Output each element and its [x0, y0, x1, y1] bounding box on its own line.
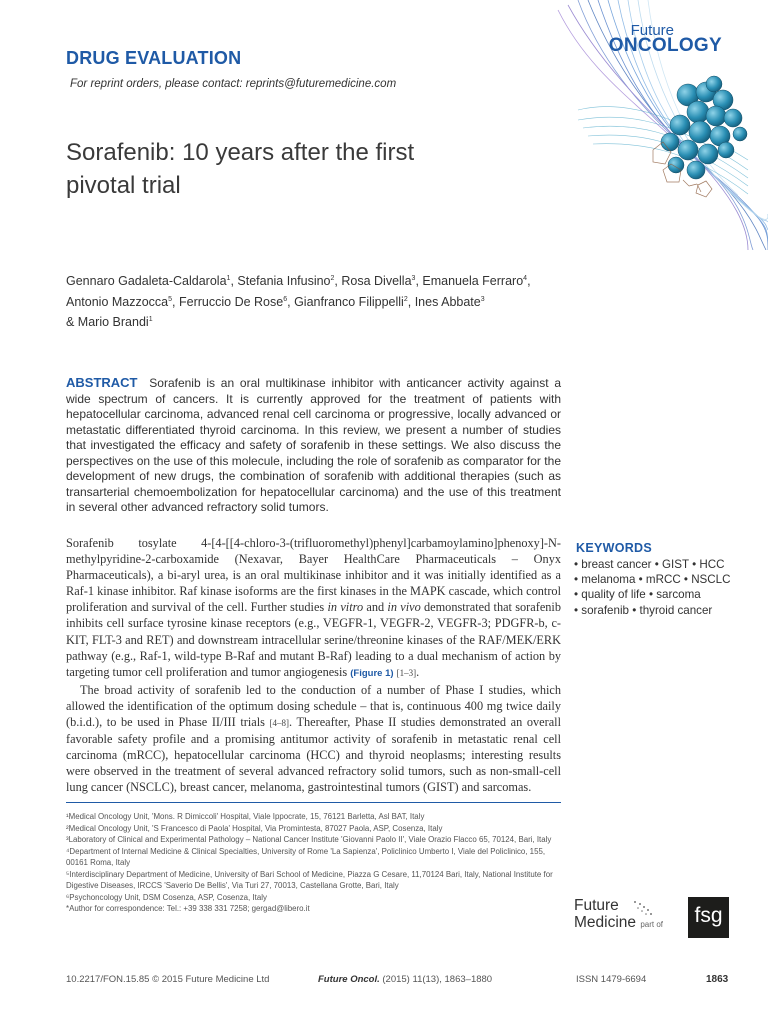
- affiliation-item: ³Laboratory of Clinical and Experimental Pathology – National Cancer Institute 'Giovanni Paolo II', Viale Orazio Flacco 65, 70124, Bari, Italy: [66, 835, 552, 844]
- keywords-heading: KEYWORDS: [576, 541, 653, 555]
- footer-doi: 10.2217/FON.15.85 © 2015 Future Medicine Ltd: [66, 974, 270, 985]
- keyword-line: • quality of life • sarcoma: [574, 588, 701, 602]
- author-affiliation-marker: 4: [523, 275, 528, 282]
- affiliation-item: ⁵Interdisciplinary Department of Medicine, University of Bari School of Medicine, Piazza G Cesare, 11,70124 Bari, Italy, National Institute for Digestive Diseases, IRCCS 'Saverio De Bellis', Via Turi 27, 70013, Castellana Grotte, Bari, Italy: [66, 869, 553, 890]
- figure-reference-link[interactable]: (Figure 1): [350, 667, 394, 679]
- body-text-run: demonstrated that sorafenib inhibits cell surface tyrosine kinase receptors (e.g., VEGFR-1, VEGFR-2, VEGFR-3; PDGFR-b, c-KIT, FLT-3 and RET) and downstream intracellular serine/threonine kinases of the RAF/MEK/ERK pathway (e.g., Raf-1, wild-type B-Raf and mutant B-Raf) leading to a dual mechanism of action by targeting tumor cell proliferation and tumor angiogenesis: [66, 600, 561, 679]
- affiliation-item: ⁶Psychoncology Unit, DSM Cosenza, ASP, Cosenza, Italy: [66, 892, 267, 902]
- page-number: 1863: [706, 974, 729, 985]
- reprint-notice: For reprint orders, please contact: reprints@futuremedicine.com: [70, 78, 397, 90]
- author-name: Emanuela Ferraro: [422, 274, 524, 289]
- abstract: [66, 375, 561, 516]
- article-title: Sorafenib: 10 years after the first pivotal trial: [66, 139, 415, 199]
- publisher-name-text: Medicine: [574, 914, 637, 931]
- body-italic-term: in vivo: [387, 600, 421, 615]
- author-affiliation-marker: 2: [330, 275, 335, 282]
- keyword-line: • melanoma • mRCC • NSCLC: [574, 573, 731, 587]
- journal-name-top: Future: [630, 22, 674, 39]
- abstract-text: Sorafenib is an oral multikinase inhibitor with anticancer activity against a wide spectrum of cancers. It is currently approved for the treatment of patients with hepatocellular carcinoma, advanced renal cell carcinoma or progressive, locally advanced or metastatic differentiated thyroid carcinoma. In this review, we present a number of studies that investigated the efficacy and safety of sorafenib in these settings. We also discuss the perspectives on the use of this molecule, including the role of sorafenib as comparator for the development of new drugs, the combination of sorafenib with additional therapies (such as transarterial chemoembolization for hepatocellular carcinoma) and the use of this treatment in several other advanced refractory solid tumors.: [66, 376, 561, 514]
- section-label: DRUG EVALUATION: [66, 48, 242, 68]
- author-name: Stefania Infusino: [237, 274, 331, 289]
- author-affiliation-marker: 3: [480, 295, 485, 303]
- body-text-run: Sorafenib tosylate 4-[4-[[4-chloro-3-(trifluoromethyl)phenyl]carbamoylamino]phenoxy]-N-methylpyridine-2-carboxamide (Nexavar, Bayer HealthCare Pharmaceuticals – Onyx Pharmaceuticals), a bi-aryl urea, is an oral multikinase inhibitor and it was initially identified as a Raf-1 kinase inhibitor. Raf kinase isoforms are the first kinases in the MAPK cascade, which control proliferation and survival of the cell. Further studies: [66, 536, 561, 615]
- publisher-logo: [574, 897, 764, 937]
- body-text-run: . Thereafter, Phase II studies demonstrated an overall favorable safety profile and a promising antitumor activity of sorafenib in metastatic renal cell carcinoma (mRCC), hepatocellular carcinoma (HCC) and thyroid neoplasms; interesting results were observed in the treatment of several advanced refractory solid tumors, such as non-small-cell lung cancer (NSCLC), breast cancer, melanoma, gastrointestinal tumors (GIST) and sarcomas.: [66, 715, 561, 795]
- author-affiliation-marker: 6: [283, 295, 288, 303]
- body-text-run: The broad activity of sorafenib led to the conduction of a number of Phase I studies, which allowed the identification of the optimum dosing schedule – that is, continuous 400 mg twice daily (b.i.d.), to be used in Phase II/III trials: [66, 682, 561, 730]
- author-affiliation-marker: 3: [411, 275, 416, 282]
- citation-reference[interactable]: [1–3]: [396, 667, 417, 678]
- body-text: [66, 535, 561, 796]
- author-name: Ferruccio De Rose: [179, 294, 284, 309]
- citation-reference[interactable]: [4–8]: [269, 718, 290, 729]
- author-list: Gennaro Gadaleta-Caldarola$^1$, Stefania Infusino$^2$, Rosa Divella$^3$, Emanuela Ferraro$^4$, Antonio Mazzocca$^5$, Ferruccio De Rose$^6$, Gianfranco Filippelli$^2$, Ines Abbate$^3$ & Mario Brandi$^1$: [66, 274, 531, 330]
- keyword-line: • sorafenib • thyroid cancer: [574, 603, 713, 617]
- author-name: Gianfranco Filippelli: [294, 294, 404, 309]
- footer-issn: ISSN 1479-6694: [576, 974, 647, 985]
- author-affiliation-marker: 1: [226, 275, 231, 282]
- body-paragraph-1: [66, 535, 561, 682]
- affiliation-item: ¹Medical Oncology Unit, 'Mons. R Dimiccoli' Hospital, Viale Ippocrate, 15, 76121 Barletta, Asl BAT, Italy: [66, 812, 425, 821]
- footer-citation: [318, 974, 492, 985]
- keywords-list: [574, 557, 764, 618]
- affiliation-divider: [66, 802, 561, 803]
- affiliation-item: ⁴Department of Internal Medicine & Clinical Specialties, University of Rome 'La Sapienza', Policlinico Umberto I, Viale del Policlinico, 155, 00161 Roma, Italy: [66, 846, 546, 867]
- author-name: Gennaro Gadaleta-Caldarola: [66, 274, 227, 289]
- keyword-line: • breast cancer • GIST • HCC: [574, 558, 725, 571]
- author-affiliation-marker: 5: [168, 295, 173, 303]
- body-italic-term: in vitro: [327, 600, 364, 615]
- author-affiliation-marker: 2: [403, 295, 408, 303]
- footer-journal-name: Future Oncol.: [318, 974, 380, 985]
- body-text-run: and: [363, 600, 388, 615]
- author-name: & Mario Brandi: [66, 315, 149, 330]
- publisher-name-line1: Future: [574, 897, 619, 914]
- body-text-run: .: [416, 664, 420, 679]
- author-affiliation-marker: 1: [148, 316, 153, 324]
- footer-citation-text: (2015) 11(13), 1863–1880: [379, 974, 493, 985]
- fsg-logo: fsg: [688, 897, 729, 938]
- author-name: Ines Abbate: [414, 294, 481, 309]
- dots-icon: [632, 899, 654, 919]
- body-paragraph-2: [66, 682, 561, 796]
- affiliation-item: ²Medical Oncology Unit, 'S Francesco di Paola' Hospital, Via Promintesta, 87027 Paola, ASP, Cosenza, Italy: [66, 823, 443, 833]
- correspondence: *Author for correspondence: Tel.: +39 338 331 7258; gergad@libero.it: [66, 904, 310, 913]
- affiliations: [66, 811, 561, 915]
- publisher-name-line2: [574, 914, 764, 933]
- author-name: Antonio Mazzocca: [66, 294, 169, 309]
- author-name: Rosa Divella: [341, 274, 412, 289]
- journal-name-main: ONCOLOGY: [608, 35, 722, 56]
- part-of-label: part of: [640, 920, 664, 929]
- abstract-label: ABSTRACT: [66, 375, 138, 390]
